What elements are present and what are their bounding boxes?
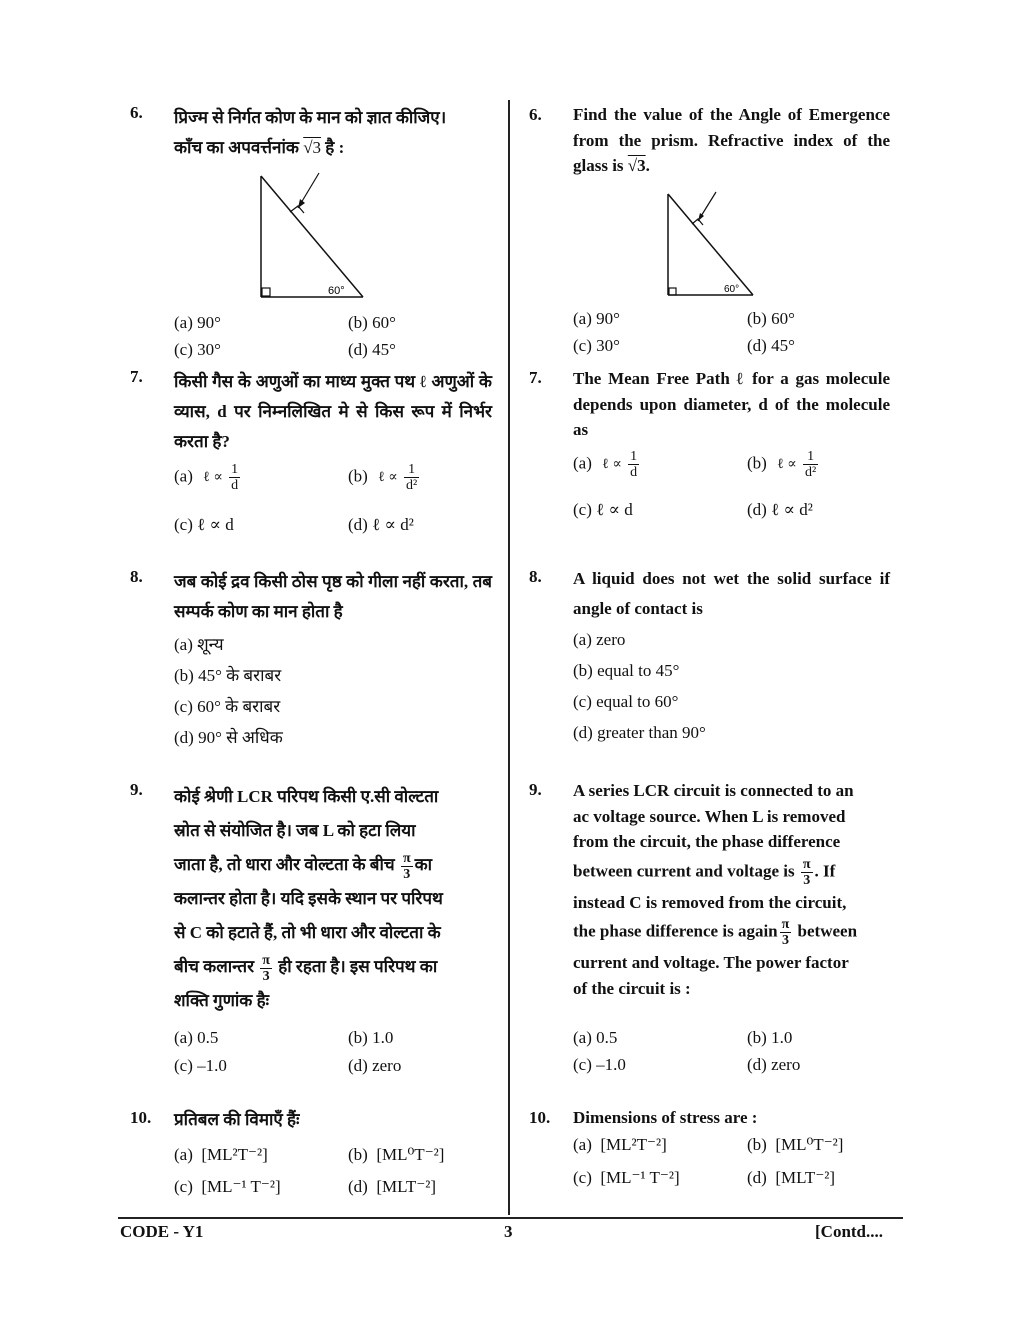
option-a[interactable]: (a) ℓ ∝ $\frac{1}{d}$ bbox=[573, 449, 638, 480]
fraction: $\frac{1}{\text{d²}}$ bbox=[805, 449, 817, 480]
question-number: 6. bbox=[529, 105, 542, 124]
option-b[interactable]: (b) equal to 45° bbox=[573, 661, 680, 680]
option-d[interactable]: (d) 45° bbox=[348, 340, 396, 359]
option-c[interactable]: (c) 30° bbox=[174, 340, 221, 359]
sqrt-three: √3 bbox=[627, 156, 646, 175]
option-d[interactable]: (d) [MLT⁻²] bbox=[348, 1177, 437, 1196]
fraction-pi-3: $\frac{\pi}{3}$ bbox=[781, 917, 790, 948]
question-text: किसी गैस के अणुओं का माध्य मुक्त पथ ℓ अणुओं के व्यास, d पर निम्नलिखित मे से किस रूप में निर्भर करता है? bbox=[174, 372, 492, 451]
fraction-pi-3: $\frac{\pi}{3}$ bbox=[262, 952, 270, 984]
question-text: Dimensions of stress are : bbox=[573, 1108, 758, 1127]
option-c[interactable]: (c) –1.0 bbox=[573, 1055, 626, 1074]
option-c[interactable]: (c) –1.0 bbox=[174, 1056, 227, 1075]
option-c[interactable]: (c) [ML⁻¹ T⁻²] bbox=[174, 1177, 281, 1196]
question-number: 10. bbox=[130, 1108, 152, 1127]
option-d[interactable]: (d) greater than 90° bbox=[573, 723, 706, 742]
option-d[interactable]: (d) 90° से अधिक bbox=[174, 728, 283, 747]
option-a[interactable]: (a) शून्य bbox=[174, 635, 224, 654]
option-b[interactable]: (b) 1.0 bbox=[348, 1028, 394, 1047]
fraction-pi-3: $\frac{\pi}{3}$ bbox=[802, 856, 811, 888]
option-c[interactable]: (c) equal to 60° bbox=[573, 692, 679, 711]
option-c[interactable]: (c) ℓ ∝ d bbox=[573, 500, 633, 519]
angle-label: 60° bbox=[724, 284, 740, 295]
fraction: $\frac{1}{d}$ bbox=[231, 462, 239, 493]
question-text: प्रिज्म से निर्गत कोण के मान को ज्ञात कीजिए। काँच का अपवर्त्तनांक √3 है : bbox=[174, 108, 447, 157]
option-a[interactable]: (a) ℓ ∝ $\frac{1}{d}$ bbox=[174, 462, 239, 493]
option-b[interactable]: (b) ℓ ∝ $\frac{1}{\text{d²}}$ bbox=[348, 462, 418, 493]
option-d[interactable]: (d) 45° bbox=[747, 336, 795, 355]
option-b[interactable]: (b) 60° bbox=[348, 313, 396, 332]
question-text: जब कोई द्रव किसी ठोस पृष्ठ को गीला नहीं करता, तब सम्पर्क कोण का मान होता है bbox=[174, 572, 492, 621]
option-b[interactable]: (b) 1.0 bbox=[747, 1028, 793, 1047]
option-b[interactable]: (b) [ML⁰T⁻²] bbox=[747, 1135, 844, 1154]
option-d[interactable]: (d) zero bbox=[348, 1056, 402, 1075]
option-a[interactable]: (a) 90° bbox=[573, 309, 620, 328]
option-d[interactable]: (d) ℓ ∝ d² bbox=[348, 515, 414, 534]
fraction: $\frac{1}{d}$ bbox=[630, 449, 638, 480]
option-c[interactable]: (c) [ML⁻¹ T⁻²] bbox=[573, 1168, 680, 1187]
question-number: 7. bbox=[529, 368, 542, 387]
question-number: 10. bbox=[529, 1108, 551, 1127]
option-b[interactable]: (b) 60° bbox=[747, 309, 795, 328]
option-c[interactable]: (c) 30° bbox=[573, 336, 620, 355]
option-a[interactable]: (a) 0.5 bbox=[174, 1028, 219, 1047]
continued-label: [Contd.... bbox=[815, 1222, 884, 1241]
option-b[interactable]: (b) ℓ ∝ $\frac{1}{\text{d²}}$ bbox=[747, 449, 817, 480]
question-text: प्रतिबल की विमाएँ हैंः bbox=[174, 1110, 300, 1129]
question-text: कोई श्रेणी LCR परिपथ किसी ए.सी वोल्टता स्रोत से संयोजित है। जब L को हटा लिया जाता है, तो धारा और वोल्टता के बीच $\frac{\pi}{3}$ का कलान्तर होता है। यदि इसके स्थान पर परिपथ से C को हटाते हैं, तो भी धारा और वोल्टता के बीच कलान्तर $\frac{\pi}{3}$ ही रहता है। इस परिपथ का शक्ति गुणांक हैः bbox=[174, 787, 443, 1010]
option-a[interactable]: (a) 90° bbox=[174, 313, 221, 332]
option-d[interactable]: (d) [MLT⁻²] bbox=[747, 1168, 836, 1187]
option-b[interactable]: (b) 45° के बराबर bbox=[174, 666, 282, 685]
option-a[interactable]: (a) zero bbox=[573, 630, 626, 649]
angle-label: 60° bbox=[328, 285, 345, 297]
option-c[interactable]: (c) ℓ ∝ d bbox=[174, 515, 234, 534]
question-number: 9. bbox=[130, 780, 143, 799]
question-number: 9. bbox=[529, 780, 542, 799]
option-d[interactable]: (d) ℓ ∝ d² bbox=[747, 500, 813, 519]
question-text: A series LCR circuit is connected to an ac voltage source. When L is removed from the circuit, the phase difference between current and voltage is $\frac{\pi}{3}$ . If instead C is removed from the circuit, the phase difference is again $\frac{\pi}{3}$ between current and voltage. The power factor of the circuit is : bbox=[573, 781, 858, 998]
question-number: 6. bbox=[130, 103, 143, 122]
question-text: The Mean Free Path ℓ for a gas molecule depends upon diameter, d of the molecule as bbox=[573, 369, 890, 439]
question-text: Find the value of the Angle of Emergence from the prism. Refractive index of the glass is √3. bbox=[573, 105, 890, 175]
page-number: 3 bbox=[504, 1222, 513, 1241]
option-a[interactable]: (a) 0.5 bbox=[573, 1028, 618, 1047]
prism-diagram bbox=[663, 189, 763, 301]
fraction-pi-3: $\frac{\pi}{3}$ bbox=[402, 850, 411, 882]
column-divider bbox=[508, 100, 510, 1215]
question-number: 7. bbox=[130, 367, 143, 386]
option-d[interactable]: (d) zero bbox=[747, 1055, 801, 1074]
option-a[interactable]: (a) [ML²T⁻²] bbox=[573, 1135, 667, 1154]
question-text: A liquid does not wet the solid surface if angle of contact is bbox=[573, 569, 890, 618]
sqrt-three: √3 bbox=[303, 138, 322, 157]
prism-diagram bbox=[255, 170, 370, 305]
option-c[interactable]: (c) 60° के बराबर bbox=[174, 697, 281, 716]
fraction: $\frac{1}{\text{d²}}$ bbox=[406, 462, 418, 493]
option-b[interactable]: (b) [ML⁰T⁻²] bbox=[348, 1145, 445, 1164]
exam-code: CODE - Y1 bbox=[120, 1222, 204, 1241]
footer-rule bbox=[118, 1217, 903, 1219]
question-number: 8. bbox=[130, 567, 143, 586]
question-number: 8. bbox=[529, 567, 542, 586]
option-a[interactable]: (a) [ML²T⁻²] bbox=[174, 1145, 268, 1164]
